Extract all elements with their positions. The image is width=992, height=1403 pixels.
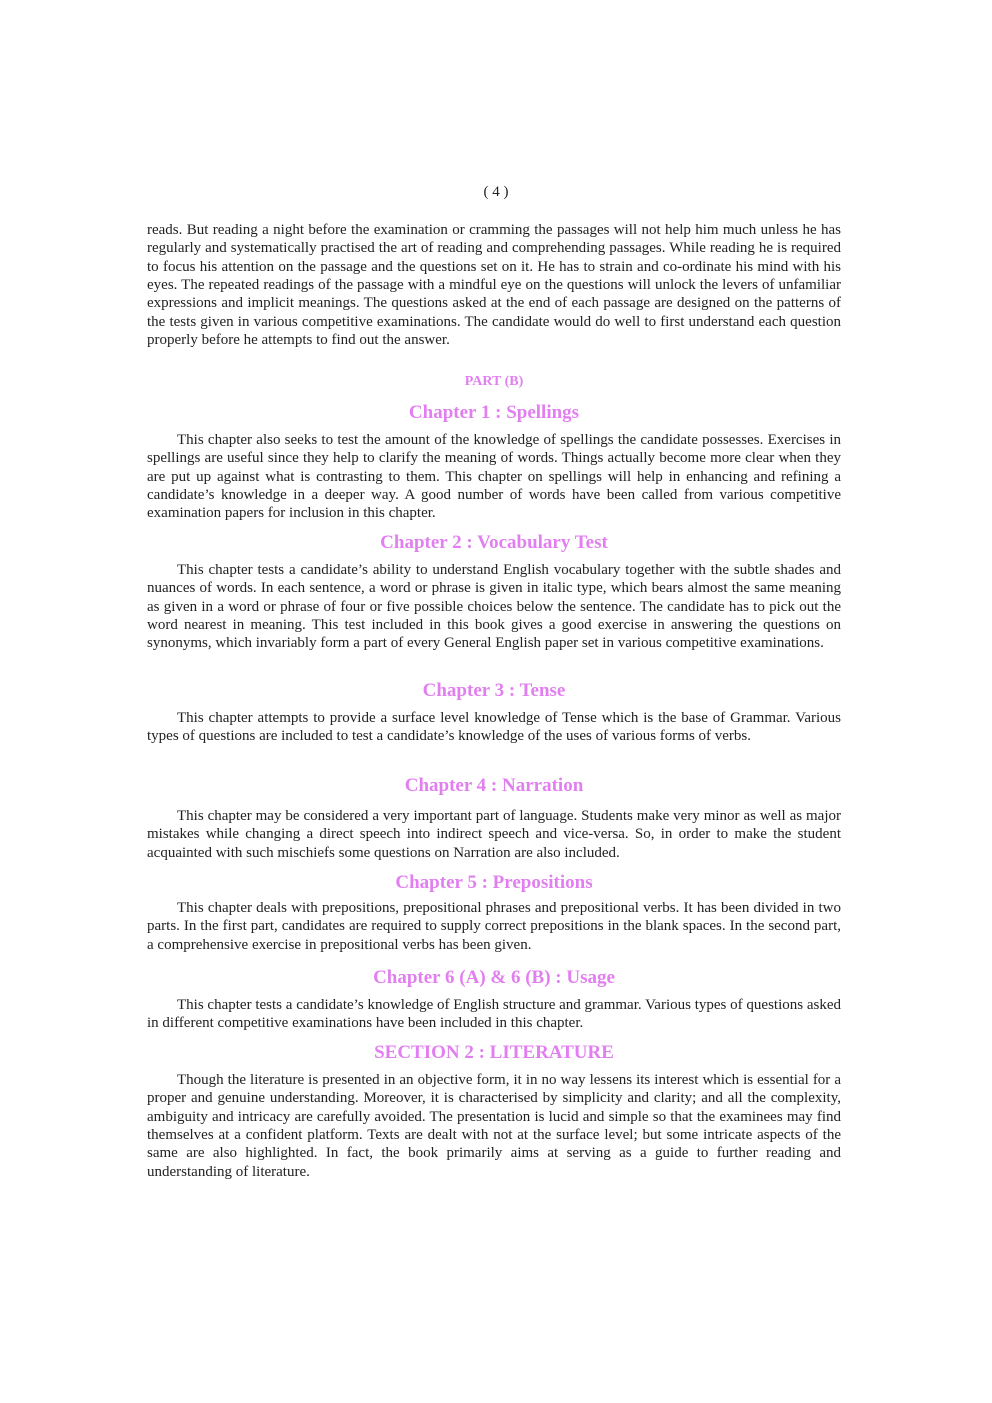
chapter-6-heading: Chapter 6 (A) & 6 (B) : Usage — [373, 967, 615, 988]
chapter-5-heading: Chapter 5 : Prepositions — [395, 872, 593, 893]
chapter-3-heading: Chapter 3 : Tense — [422, 680, 566, 701]
part-heading: PART (B) — [464, 374, 524, 389]
chapter-1-heading: Chapter 1 : Spellings — [408, 402, 580, 423]
chapter-1-paragraph: This chapter also seeks to test the amount of the knowledge of spellings the candidate possesses. Exercises in spellings are useful since they help to clarify the meaning of words. Things actually become more clear when they are put up against what is contrasting to them. This chapter on spellings will help in enhancing and refining a candidate’s knowledge in a deeper way. A good number of words have been called from various competitive examination papers for inclusion in this chapter. — [147, 432, 841, 522]
intro-paragraph: reads. But reading a night before the examination or cramming the passages will not help him much unless he has regularly and systematically practised the art of reading and comprehending passages. While reading he is required to focus his attention on the passage and the questions set on it. He has to strain and co-ordinate his mind with his eyes. The repeated readings of the passage with a mindful eye on the questions will unlock the levers of unfamiliar expressions and implicit meanings. The questions asked at the end of each passage are designed on the patterns of the tests given in various competitive examinations. The candidate would do well to first understand each question properly before he attempts to find out the answer. — [147, 222, 841, 349]
chapter-4-heading: Chapter 4 : Narration — [404, 775, 584, 796]
section-2-heading: SECTION 2 : LITERATURE — [374, 1042, 614, 1063]
chapter-5-paragraph: This chapter deals with prepositions, prepositional phrases and prepositional verbs. It has been divided in two parts. In the first part, candidates are required to supply correct prepositions in the blank spaces. In the second part, a comprehensive exercise in prepositional verbs has been given. — [147, 900, 841, 953]
section-2-paragraph: Though the literature is presented in an objective form, it in no way lessens its interest which is essential for a proper and genuine understanding. Moreover, it is characterised by simplicity and clarity; and all the complexity, ambiguity and intricacy are carefully avoided. The presentation is lucid and simple so that the examinees may find themselves at a confident platform. Texts are dealt with not at the surface level; but some intricate aspects of the same are also highlighted. In fact, the book primarily aims at serving as a guide to further reading and understanding of literature. — [147, 1072, 841, 1180]
chapter-2-heading: Chapter 2 : Vocabulary Test — [380, 532, 608, 553]
chapter-3-paragraph: This chapter attempts to provide a surface level knowledge of Tense which is the base of Grammar. Various types of questions are included to test a candidate’s knowledge of the uses of various forms of verbs. — [147, 710, 841, 745]
page-number: ( 4 ) — [483, 184, 509, 200]
chapter-6-paragraph: This chapter tests a candidate’s knowledge of English structure and grammar. Various types of questions asked in different competitive examinations have been included in this chapter. — [147, 997, 841, 1032]
intro-paragraph-block — [147, 221, 841, 349]
chapter-2-paragraph: This chapter tests a candidate’s ability to understand English vocabulary together with the subtle shades and nuances of words. In each sentence, a word or phrase is given in italic type, which bears almost the same meaning as given in a word or phrase of four or five possible choices below the sentence. The candidate has to pick out the word nearest in meaning. This test included in this book gives a good exercise in answering the questions on synonyms, which invariably form a part of every General English paper set in various competitive examinations. — [147, 562, 841, 652]
chapter-4-paragraph: This chapter may be considered a very important part of language. Students make very minor as well as major mistakes while changing a direct speech into indirect speech and vice-versa. So, in order to make the student acquainted with such mischiefs some questions on Narration are also included. — [147, 808, 841, 861]
